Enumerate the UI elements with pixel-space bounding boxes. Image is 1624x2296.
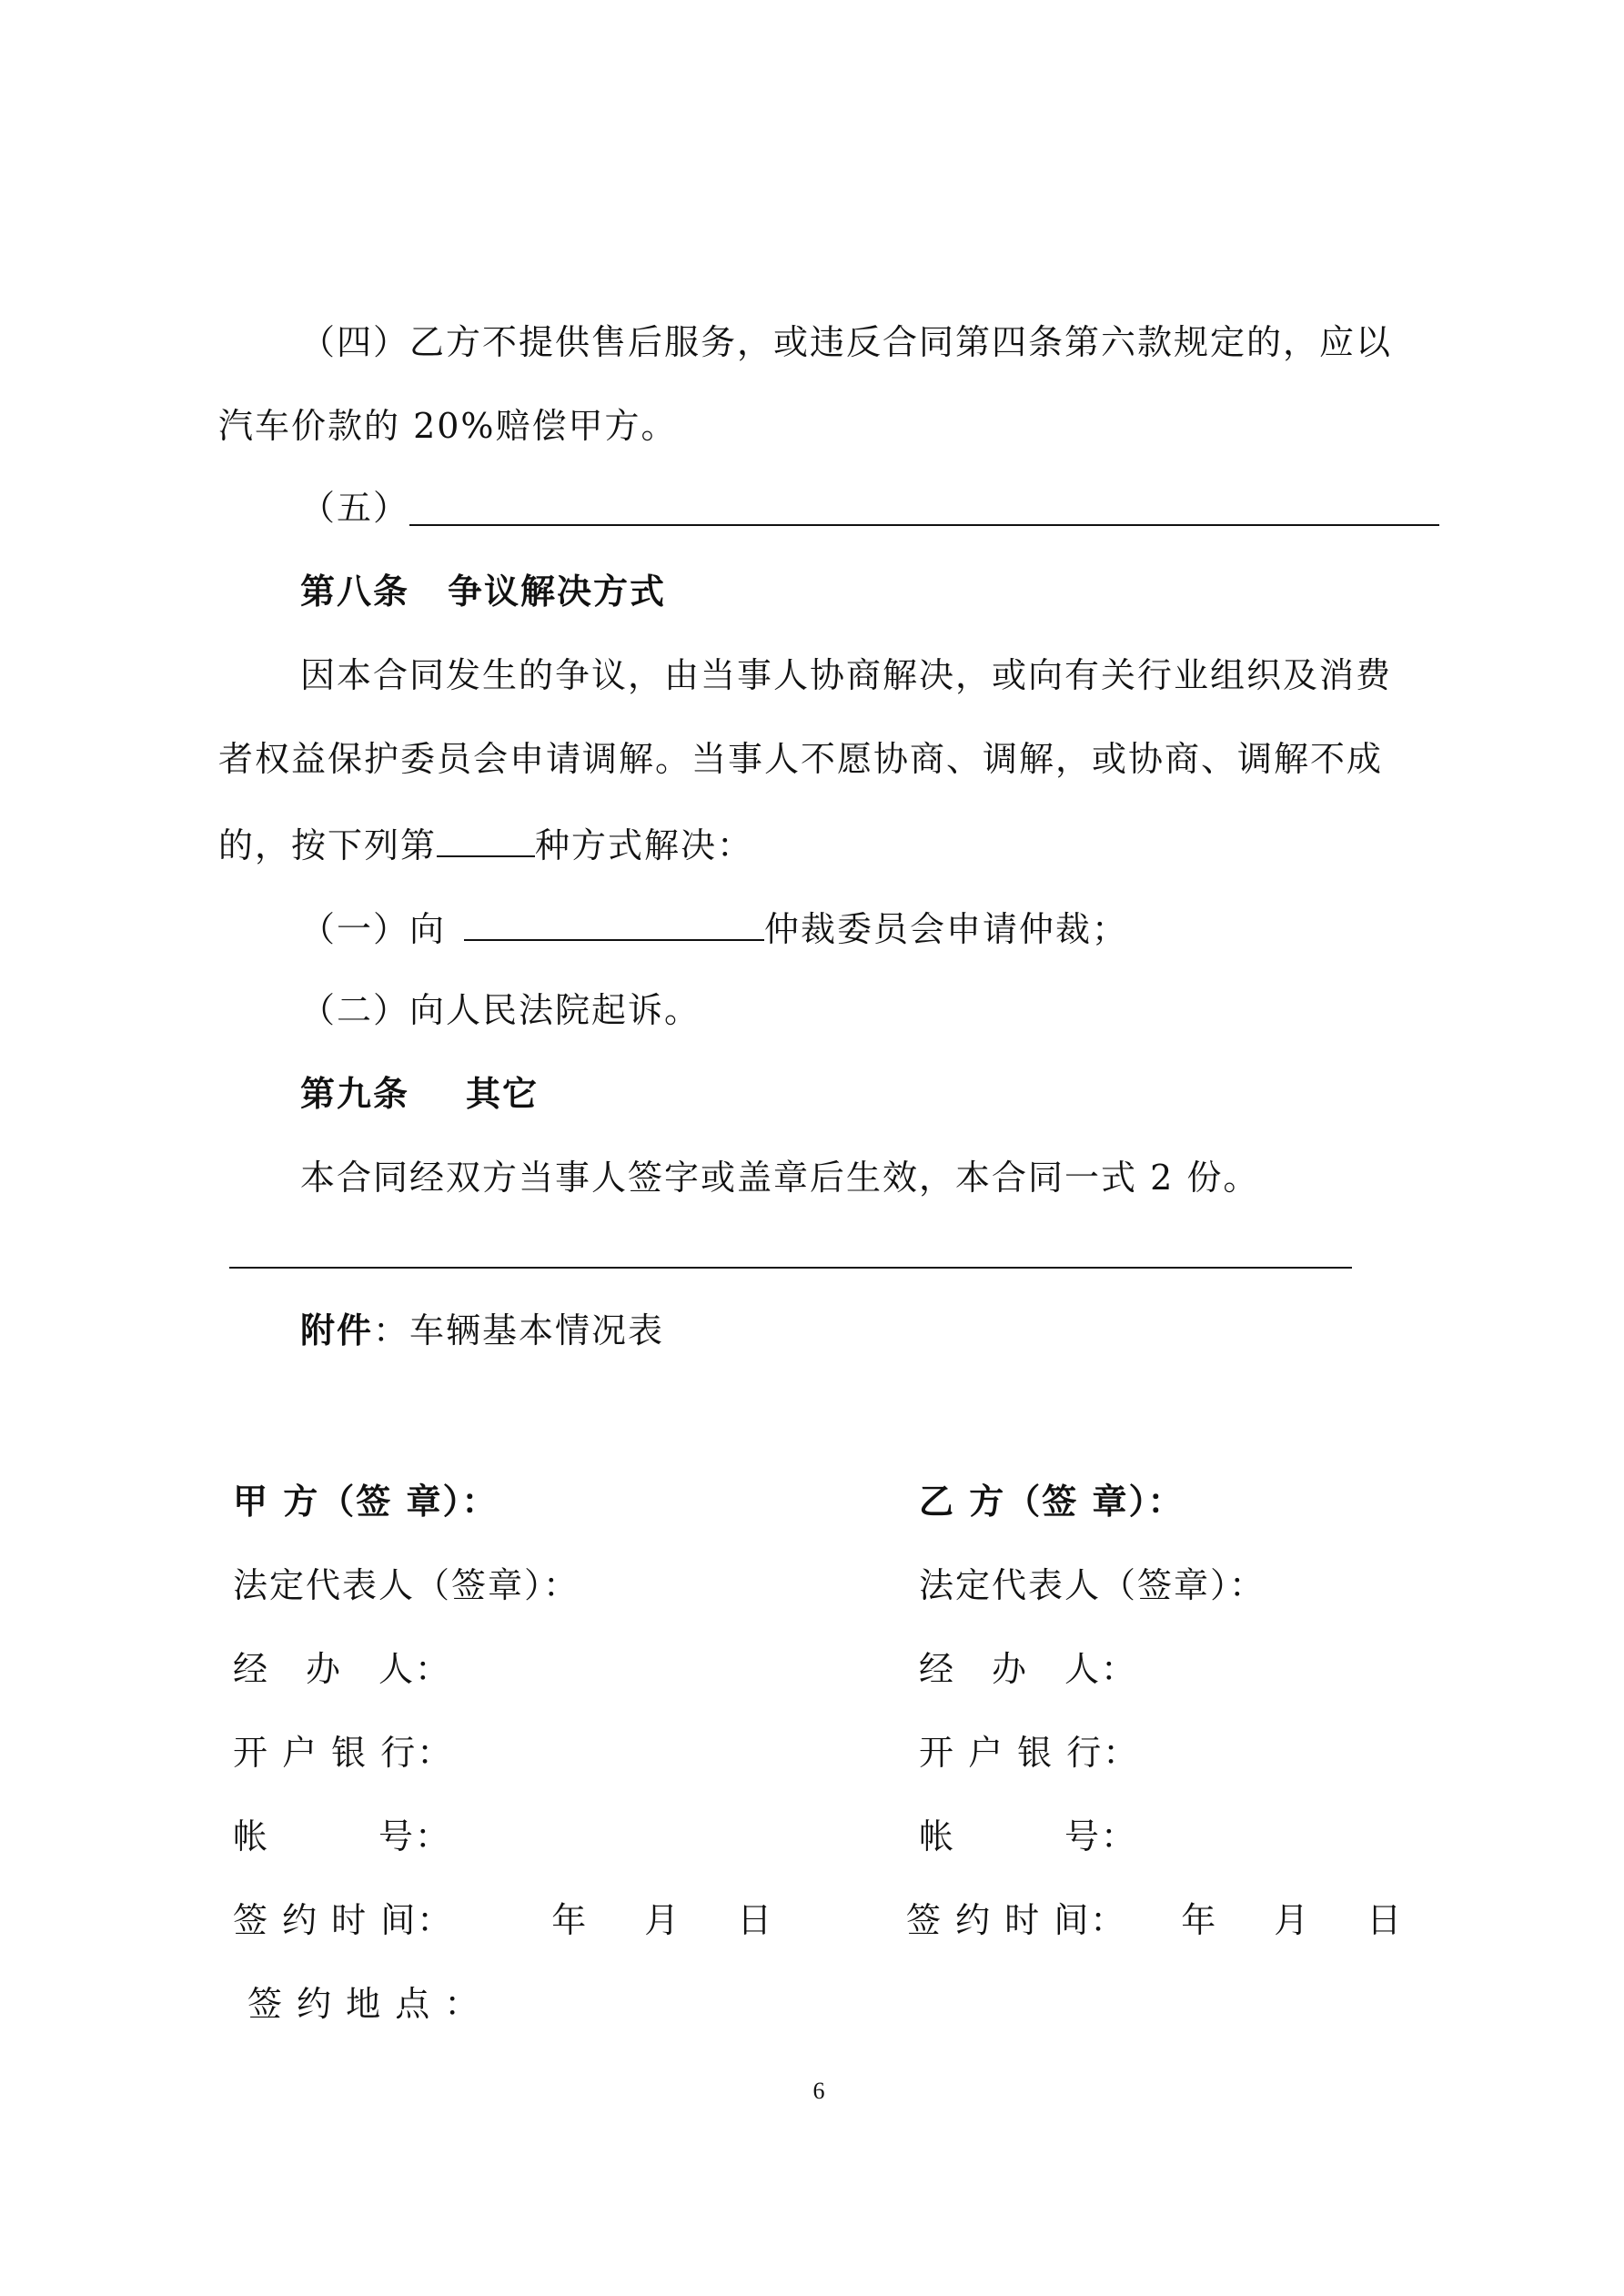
party-b-handler: 经 办 人： — [919, 1649, 1138, 1689]
clause9-heading-title: 其它 — [466, 1073, 540, 1114]
clause8-heading — [300, 568, 666, 615]
clause8-heading-number: 第八条 — [300, 571, 410, 612]
clause8-option1-start: （一）向 — [300, 909, 447, 949]
clause7-item4-line2: 汽车价款的 20%赔偿甲方。 — [218, 406, 678, 446]
clause8-para-line3-end: 种方式解决： — [535, 825, 754, 865]
party-a-year: 年 — [551, 1900, 589, 1940]
clause7-item5-blank — [409, 524, 1439, 526]
page-number: 6 — [812, 2078, 825, 2104]
arbitration-commission-blank — [464, 903, 764, 941]
party-a-handler: 经 办 人： — [233, 1649, 452, 1689]
party-a-sign-time — [233, 1896, 773, 1944]
clause9-heading — [300, 1070, 539, 1118]
attachment-label: 附件 — [300, 1310, 374, 1350]
clause8-para-line2: 者权益保护委员会申请调解。当事人不愿协商、调解，或协商、调解不成 — [218, 739, 1384, 779]
clause8-para-line3-start: 的，按下列第 — [218, 825, 438, 865]
party-b-month: 月 — [1274, 1900, 1311, 1940]
clause8-option1-end: 仲裁委员会申请仲裁； — [764, 909, 1129, 949]
clause7-item5 — [300, 484, 409, 531]
party-b-sign-time-label: 签 约 时 间： — [906, 1900, 1127, 1940]
party-b-year: 年 — [1181, 1900, 1218, 1940]
clause7-item4-line1: （四）乙方不提供售后服务，或违反合同第四条第六款规定的，应以 — [300, 322, 1393, 362]
party-b-sign-time — [906, 1896, 1403, 1944]
clause7-item5-label: （五） — [300, 488, 410, 528]
party-a-month: 月 — [644, 1900, 681, 1940]
clause8-option2: （二）向人民法院起诉。 — [300, 990, 701, 1030]
clause8-heading-title: 争议解决方式 — [448, 571, 667, 612]
party-a-sign-place: 签 约 地 点 ： — [247, 1984, 481, 2024]
party-a-day: 日 — [737, 1900, 774, 1940]
party-a-legal-rep: 法定代表人（签章）： — [233, 1565, 580, 1605]
party-a-account: 帐 号： — [233, 1816, 452, 1856]
method-choice-blank — [437, 819, 535, 857]
clause8-option1 — [300, 903, 1128, 953]
party-b-bank: 开 户 银 行： — [919, 1733, 1140, 1773]
party-b-day: 日 — [1367, 1900, 1404, 1940]
clause8-para-line1: 因本合同发生的争议，由当事人协商解决，或向有关行业组织及消费 — [300, 655, 1393, 695]
separator-line — [229, 1267, 1352, 1269]
clause9-heading-number: 第九条 — [300, 1073, 410, 1114]
party-a-bank: 开 户 银 行： — [233, 1733, 454, 1773]
party-b-legal-rep: 法定代表人（签章）： — [919, 1565, 1266, 1605]
attachment — [300, 1307, 664, 1354]
clause9-para: 本合同经双方当事人签字或盖章后生效，本合同一式 2 份。 — [300, 1158, 1260, 1198]
clause8-para-line3 — [218, 819, 753, 869]
attachment-text: ：车辆基本情况表 — [373, 1310, 665, 1350]
party-a-title: 甲 方（签 章）： — [233, 1481, 499, 1522]
party-b-title: 乙 方（签 章）： — [919, 1481, 1185, 1522]
party-b-account: 帐 号： — [919, 1816, 1138, 1856]
party-a-sign-time-label: 签 约 时 间： — [233, 1900, 454, 1940]
